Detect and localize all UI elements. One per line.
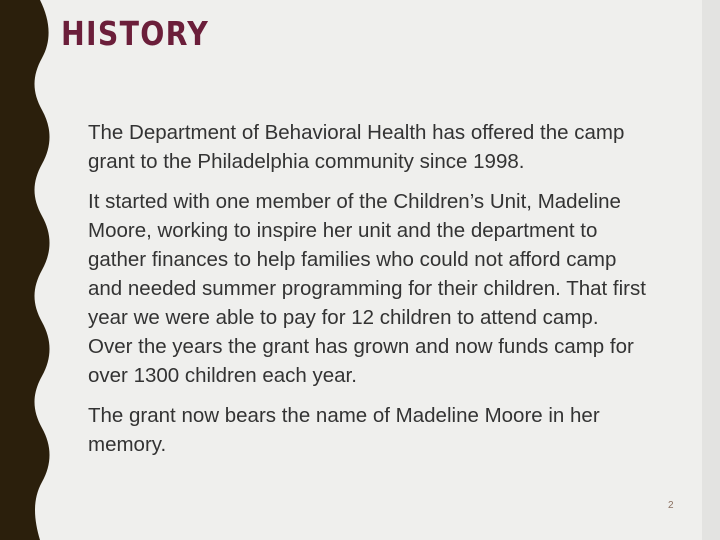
paragraph-1: The Department of Behavioral Health has offered the camp grant to the Philadelphia community since 1998.: [88, 121, 625, 173]
paragraph-3: The grant now bears the name of Madeline Moore in her memory.: [88, 404, 600, 456]
page-number: 2: [668, 500, 674, 511]
paragraph-2: It started with one member of the Children’s Unit, Madeline Moore, working to inspire her unit and the department to gather finances to help families who could not afford camp and needed summer programming for their children. That first year we were able to pay for 12 children to attend camp. Over the years the grant has grown and now funds camp for over 1300 children each year.: [88, 190, 646, 387]
wavy-left-border: [0, 0, 64, 540]
slide-title: HISTORY: [61, 14, 210, 53]
slide-body: [88, 118, 648, 470]
right-edge-strip: [702, 0, 720, 540]
